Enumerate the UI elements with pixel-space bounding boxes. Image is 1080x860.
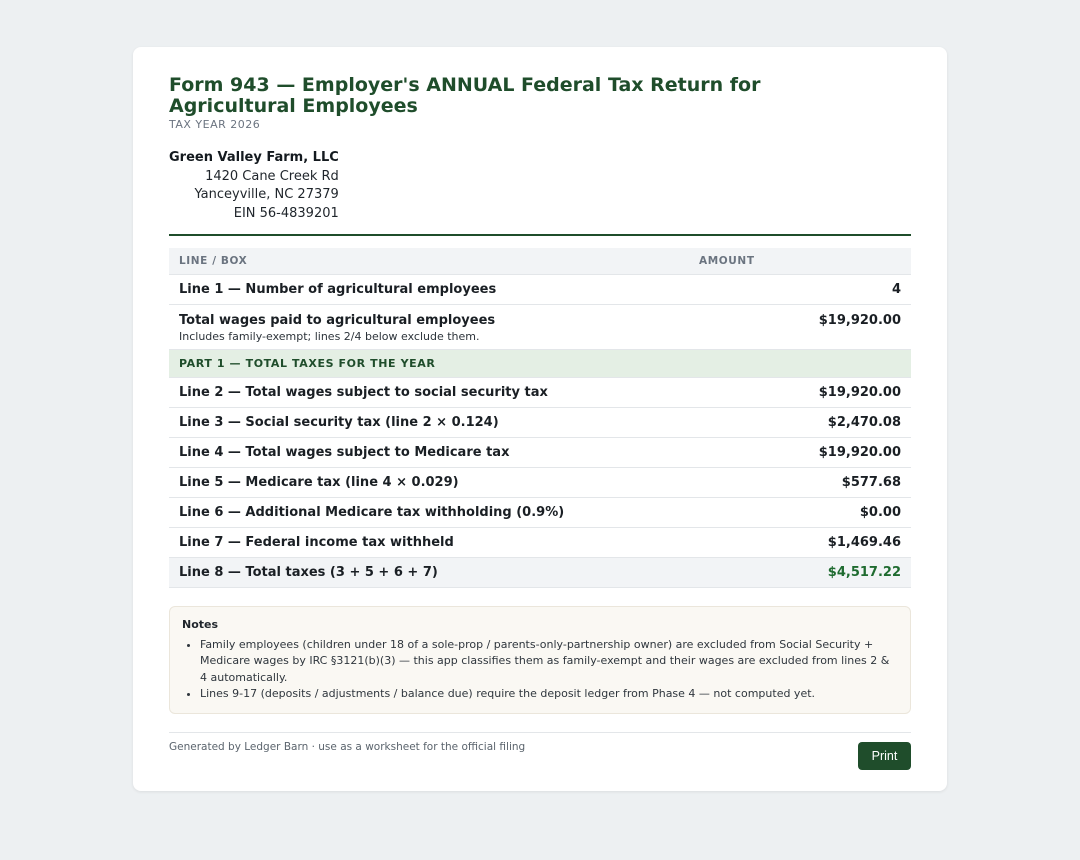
- section-header-label: PART 1 — TOTAL TAXES FOR THE YEAR: [169, 349, 911, 377]
- notes-list: [182, 637, 898, 703]
- employer-ein: EIN 56-4839201: [233, 205, 339, 221]
- row-label: Line 1 — Number of agricultural employees: [169, 274, 689, 304]
- table-row: [169, 304, 911, 349]
- row-amount: $2,470.08: [689, 407, 911, 437]
- note-item: • Family employees (children under 18 of a sole-prop / parents-only-partnership owner) are excluded from Social Security + Medicare wages by IRC §3121(b)(3) — this app classifies them as family-exempt and their wages are excluded from lines 2 & 4 automatically.: [200, 637, 898, 687]
- notes-box: [169, 606, 911, 714]
- total-amount: $4,517.22: [689, 557, 911, 587]
- employer-name: Green Valley Farm, LLC: [169, 150, 339, 165]
- table-row: [169, 527, 911, 557]
- row-label: Line 2 — Total wages subject to social security tax: [169, 377, 689, 407]
- row-label: Line 7 — Federal income tax withheld: [169, 527, 689, 557]
- row-label: Line 6 — Additional Medicare tax withholding (0.9%): [169, 497, 689, 527]
- row-label: Line 3 — Social security tax (line 2 × 0.124): [169, 407, 689, 437]
- footer: [169, 732, 911, 770]
- row-amount: $1,469.46: [689, 527, 911, 557]
- row-label: Line 5 — Medicare tax (line 4 × 0.029): [169, 467, 689, 497]
- tax-year: TAX YEAR 2026: [169, 118, 261, 131]
- table-row: [169, 467, 911, 497]
- row-amount: $19,920.00: [689, 437, 911, 467]
- row-label: [169, 304, 689, 349]
- row-label: Line 4 — Total wages subject to Medicare tax: [169, 437, 689, 467]
- header-divider: [169, 234, 911, 236]
- notes-title: Notes: [182, 617, 219, 631]
- row-amount: $19,920.00: [689, 377, 911, 407]
- row-amount: 4: [689, 274, 911, 304]
- table-row: [169, 377, 911, 407]
- print-button[interactable]: Print: [858, 742, 911, 770]
- employer-street: 1420 Cane Creek Rd: [205, 168, 339, 184]
- note-item: • Lines 9-17 (deposits / adjustments / balance due) require the deposit ledger from Phase 4 — not computed yet.: [200, 686, 898, 703]
- table-row: [169, 274, 911, 304]
- form-card: [133, 47, 947, 791]
- total-label: Line 8 — Total taxes (3 + 5 + 6 + 7): [169, 557, 689, 587]
- row-amount: $0.00: [689, 497, 911, 527]
- page-title: Form 943 — Employer's ANNUAL Federal Tax Return for Agricultural Employees: [169, 74, 761, 117]
- tax-table: [169, 248, 911, 588]
- row-amount: $577.68: [689, 467, 911, 497]
- column-header-line: LINE / BOX: [169, 248, 689, 274]
- table-row: [169, 407, 911, 437]
- column-header-amount: AMOUNT: [689, 248, 911, 274]
- table-row: [169, 437, 911, 467]
- row-label-text: Total wages paid to agricultural employees: [179, 312, 496, 328]
- employer-city: Yanceyville, NC 27379: [194, 187, 339, 202]
- row-note: Includes family-exempt; lines 2/4 below exclude them.: [179, 329, 480, 343]
- employer-address: [169, 149, 339, 223]
- total-row: [169, 557, 911, 587]
- row-amount: $19,920.00: [689, 304, 911, 349]
- section-header: [169, 349, 911, 377]
- table-header: [169, 248, 911, 274]
- table-row: [169, 497, 911, 527]
- footer-text: Generated by Ledger Barn · use as a worksheet for the official filing: [169, 740, 526, 753]
